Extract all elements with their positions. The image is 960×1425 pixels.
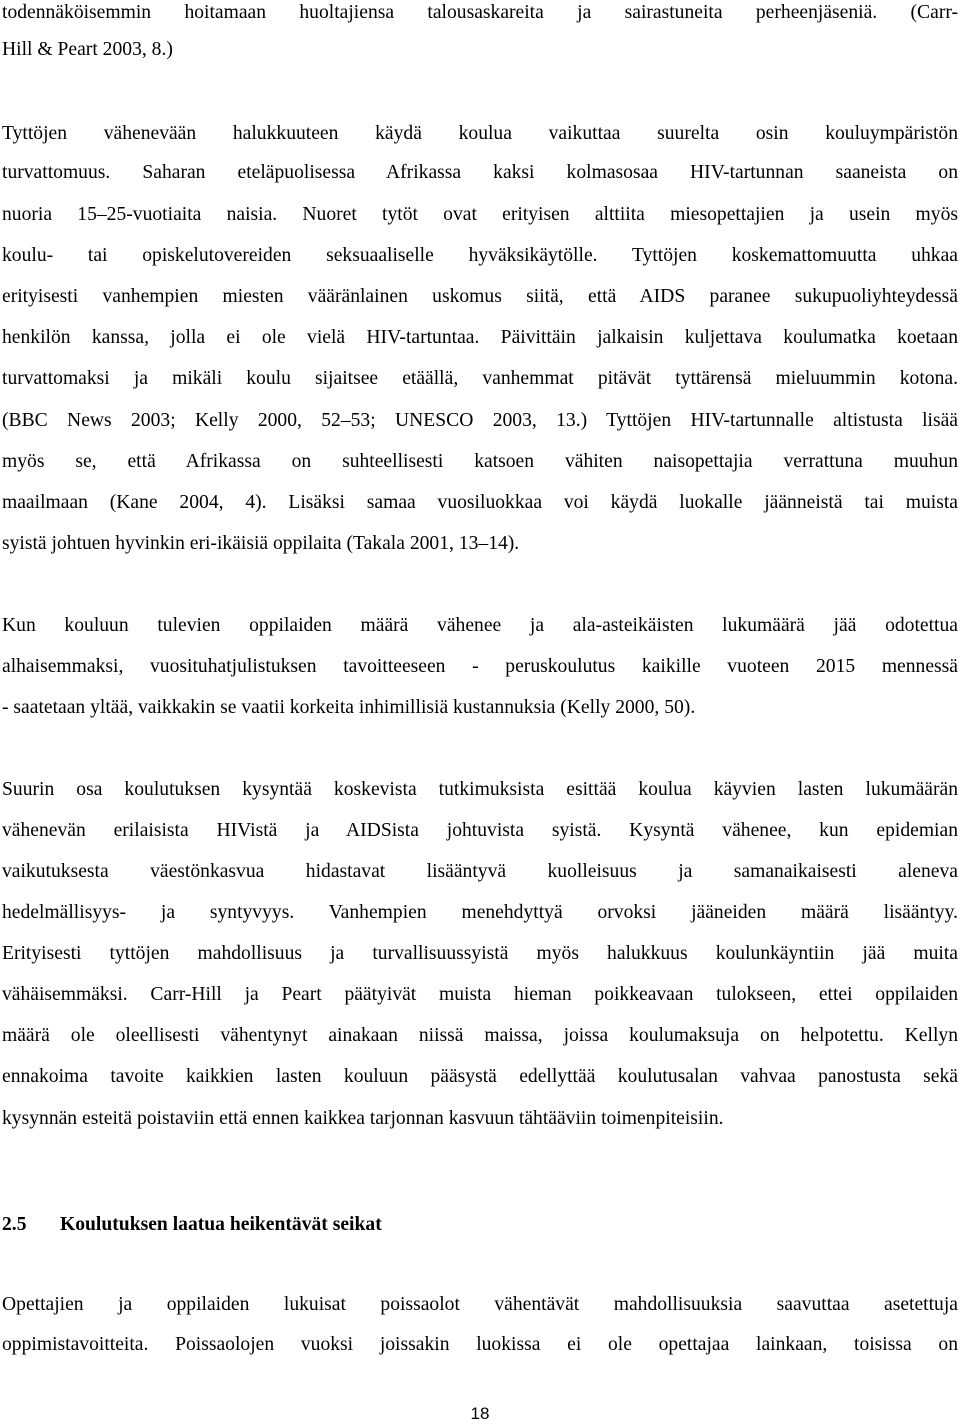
section-number: 2.5 [2, 1214, 27, 1235]
text-line: vaikutuksesta väestönkasvua hidastavat lisääntyvä kuolleisuus ja samanaikaisesti aleneva [2, 861, 958, 882]
text-line: Tyttöjen vähenevään halukkuuteen käydä koulua vaikuttaa suurelta osin kouluympäristön [2, 123, 958, 144]
text-line: oppimistavoitteita. Poissaolojen vuoksi joissakin luokissa ei ole opettajaa lainkaan, toisissa on [2, 1334, 958, 1355]
text-line: kysynnän esteitä poistaviin että ennen kaikkea tarjonnan kasvuun tähtääviin toimenpiteisiin. [2, 1108, 724, 1129]
text-line: Opettajien ja oppilaiden lukuisat poissaolot vähentävät mahdollisuuksia saavuttaa asetettuja [2, 1294, 958, 1315]
text-line: henkilön kanssa, jolla ei ole vielä HIV-tartuntaa. Päivittäin jalkaisin kuljettava koulumatka koetaan [2, 327, 958, 348]
text-line: syistä johtuen hyvinkin eri-ikäisiä oppilaita (Takala 2001, 13–14). [2, 533, 520, 554]
text-line: alhaisemmaksi, vuosituhatjulistuksen tavoitteeseen - peruskoulutus kaikille vuoteen 2015 mennessä [2, 656, 958, 677]
text-line: nuoria 15–25-vuotiaita naisia. Nuoret tytöt ovat erityisen alttiita miesopettajien ja usein myös [2, 204, 958, 225]
section-heading [2, 1212, 382, 1238]
text-line: vähäisemmäksi. Carr-Hill ja Peart päätyivät muista hieman poikkeavaan tulokseen, ettei oppilaiden [2, 984, 958, 1005]
text-line: turvattomaksi ja mikäli koulu sijaitsee etäällä, vanhemmat pitävät tyttärensä mieluummin kotona. [2, 368, 958, 389]
text-line: myös se, että Afrikassa on suhteellisesti katsoen vähiten naisopettajia verrattuna muuhun [2, 451, 958, 472]
text-line: Kun kouluun tulevien oppilaiden määrä vähenee ja ala-asteikäisten lukumäärä jää odotettua [2, 615, 958, 636]
page-number: 18 [470, 1404, 490, 1423]
text-line: todennäköisemmin hoitamaan huoltajiensa talousaskareita ja sairastuneita perheenjäseniä. (Carr- [2, 2, 958, 23]
text-line: Erityisesti tyttöjen mahdollisuus ja turvallisuussyistä myös halukkuus koulunkäyntiin jää muita [2, 943, 958, 964]
text-line: koulu- tai opiskelutovereiden seksuaaliselle hyväksikäytölle. Tyttöjen koskemattomuutta uhkaa [2, 245, 958, 266]
text-line: määrä ole oleellisesti vähentynyt ainakaan niissä maissa, joissa koulumaksuja on helpotettu. Kellyn [2, 1025, 958, 1046]
text-line: erityisesti vanhempien miesten vääränlainen uskomus siitä, että AIDS paranee sukupuoliyhteydessä [2, 286, 958, 307]
text-line: (BBC News 2003; Kelly 2000, 52–53; UNESCO 2003, 13.) Tyttöjen HIV-tartunnalle altistusta lisää [2, 410, 958, 431]
text-line: turvattomuus. Saharan eteläpuolisessa Afrikassa kaksi kolmasosaa HIV-tartunnan saaneista on [2, 162, 958, 183]
text-line: Suurin osa koulutuksen kysyntää koskevista tutkimuksista esittää koulua käyvien lasten lukumäärän [2, 779, 958, 800]
text-line: hedelmällisyys- ja syntyvyys. Vanhempien menehdyttyä orvoksi jääneiden määrä lisääntyy. [2, 902, 958, 923]
section-title: Koulutuksen laatua heikentävät seikat [60, 1214, 382, 1235]
text-line: maailmaan (Kane 2004, 4). Lisäksi samaa vuosiluokkaa voi käydä luokalle jäänneistä tai muista [2, 492, 958, 513]
text-line: ennakoima tavoite kaikkien lasten kouluun pääsystä edellyttää koulutusalan vahvaa panostusta sekä [2, 1066, 958, 1087]
text-line: - saatetaan yltää, vaikkakin se vaatii korkeita inhimillisiä kustannuksia (Kelly 2000, 50). [2, 697, 696, 718]
text-line: vähenevän erilaisista HIVistä ja AIDSista johtuvista syistä. Kysyntä vähenee, kun epidemian [2, 820, 958, 841]
text-line: Hill & Peart 2003, 8.) [2, 39, 173, 60]
